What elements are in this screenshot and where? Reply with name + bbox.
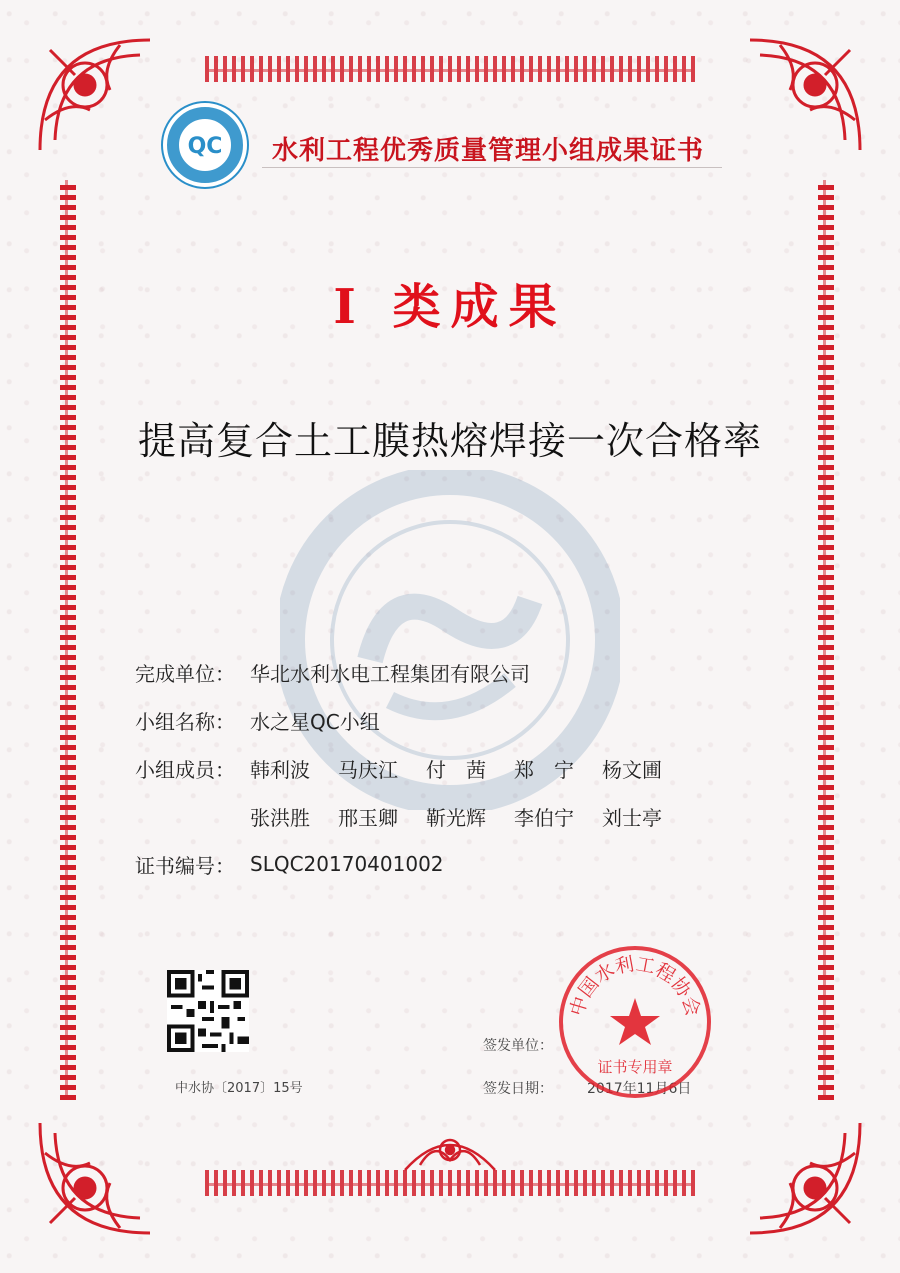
- corner-ornament-top-left: [30, 30, 160, 160]
- cert-number-label: 证书编号：: [135, 853, 235, 878]
- members-list-1: [250, 754, 690, 783]
- qr-code[interactable]: [167, 970, 249, 1052]
- member-name: 刘士亭: [602, 805, 662, 830]
- member-name: 付 茜: [426, 757, 486, 782]
- certificate-fields: [135, 648, 690, 888]
- member-name: 张洪胜: [250, 805, 310, 830]
- project-title: 提高复合土工膜热熔焊接一次合格率: [137, 419, 762, 463]
- group-row: [135, 696, 690, 744]
- member-name: 邢玉卿: [338, 805, 398, 830]
- corner-ornament-bottom-right: [740, 1113, 870, 1243]
- top-border-ornament: [205, 56, 695, 82]
- achievement-grade: I 类成果: [333, 279, 567, 335]
- certificate-header-title: 水利工程优秀质量管理小组成果证书: [272, 136, 705, 166]
- member-name: 杨文圃: [602, 757, 662, 782]
- member-name: 李伯宁: [514, 805, 574, 830]
- member-name: 马庆江: [338, 757, 398, 782]
- unit-label: 完成单位：: [135, 661, 235, 686]
- official-seal: [555, 942, 715, 1102]
- corner-ornament-top-right: [740, 30, 870, 160]
- svg-text:中国水利工程协会: 中国水利工程协会: [566, 953, 704, 1019]
- bottom-center-ornament: [400, 1120, 500, 1180]
- issue-date-value: 2017年11月6日: [587, 1081, 692, 1097]
- cert-number-row: [135, 840, 690, 888]
- member-name: 韩利波: [250, 757, 310, 782]
- issuer-label: 签发单位：: [483, 1038, 553, 1054]
- svg-text:QC: QC: [187, 134, 223, 159]
- group-label: 小组名称：: [135, 709, 235, 734]
- unit-value: 华北水利水电工程集团有限公司: [250, 661, 530, 686]
- members-row: [135, 744, 690, 792]
- issue-date-label: 签发日期：: [483, 1081, 553, 1097]
- unit-row: [135, 648, 690, 696]
- members-list-2: [250, 802, 690, 831]
- cert-number-value: SLQC20170401002: [250, 852, 444, 876]
- corner-ornament-bottom-left: [30, 1113, 160, 1243]
- document-number: 中水协〔2017〕15号: [175, 1081, 303, 1096]
- association-logo: [160, 100, 250, 190]
- member-name: 郑 宁: [514, 757, 574, 782]
- member-name: 靳光辉: [426, 805, 486, 830]
- members-label: 小组成员：: [135, 757, 235, 782]
- members-row-2: [135, 792, 690, 840]
- svg-text:证书专用章: 证书专用章: [597, 1058, 673, 1076]
- group-value: 水之星QC小组: [250, 709, 380, 734]
- header-divider: [262, 167, 722, 168]
